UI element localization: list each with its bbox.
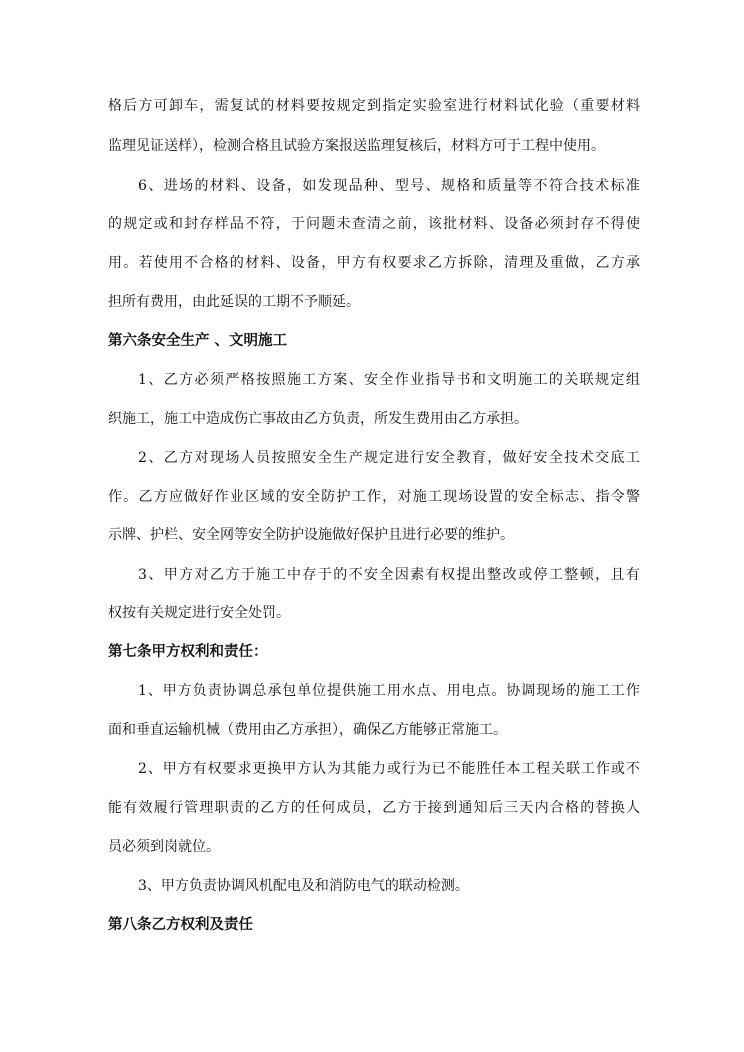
paragraph-line: 作 。 乙 方 应 做 好 作 业 区 域 的 安 全 防 护 工 作 ， 对 施 工 现 场 设 置 的 安 全 标 志 、 指 令 警 — [108, 489, 640, 505]
paragraph-line: 的 规 定 或 和 封 存 样 品 不 符 ， 于 问 题 未 查 清 之 前 ， 该 批 材 料 、 设 备 必 须 封 存 不 得 使 — [108, 216, 640, 232]
section-heading-6: 第六条安全生产 、文明施工 — [108, 333, 288, 349]
section-heading-8: 第八条乙方权利及责任 — [108, 917, 253, 933]
paragraph-line: 担所有费用，由此延误的工期不予顺延。 — [108, 294, 360, 310]
paragraph-line: 员必须到岗就位。 — [108, 839, 220, 855]
paragraph-line: 1 、 乙 方 必 须 严 格 按 照 施 工 方 案 、 安 全 作 业 指 导 书 和 文 明 施 工 的 关 联 规 定 组 — [138, 372, 640, 388]
paragraph-line: 权按有关规定进行安全处罚。 — [108, 605, 290, 621]
paragraph-line: 能 有 效 履 行 管 理 职 责 的 乙 方 的 任 何 成 员 ， 乙 方 于 接 到 通 知 后 三 天 内 合 格 的 替 换 人 — [108, 800, 640, 816]
paragraph-line: 1 、 甲 方 负 责 协 调 总 承 包 单 位 提 供 施 工 用 水 点 、 用 电 点 。 协 调 现 场 的 施 工 工 作 — [138, 683, 640, 699]
paragraph-line: 用 。 若 使 用 不 合 格 的 材 料 、 设 备 ， 甲 方 有 权 要 求 乙 方 拆 除 ， 清 理 及 重 做 ， 乙 方 承 — [108, 255, 640, 271]
paragraph-line: 面和垂直运输机械（费用由乙方承担），确保乙方能够正常施工。 — [108, 722, 507, 738]
paragraph-line: 监理见证送样），检测合格且试验方案报送监理复核后，材料方可于工程中使用。 — [108, 138, 605, 154]
paragraph-line: 格 后 方 可 卸 车 ， 需 复 试 的 材 料 要 按 规 定 到 指 定 实 验 室 进 行 材 料 试 化 验 （ 重 要 材 料 — [108, 98, 640, 114]
paragraph-line: 示牌、护栏、安全网等安全防护设施做好保护且进行必要的维护。 — [108, 527, 514, 543]
paragraph-line: 2 、 乙 方 对 现 场 人 员 按 照 安 全 生 产 规 定 进 行 安 全 教 育 ， 做 好 安 全 技 术 交 底 工 — [138, 450, 640, 466]
paragraph-line: 2 、 甲 方 有 权 要 求 更 换 甲 方 认 为 其 能 力 或 行 为 已 不 能 胜 任 本 工 程 关 联 工 作 或 不 — [138, 761, 640, 777]
paragraph-line: 6 、 进 场 的 材 料 、 设 备 ， 如 发 现 品 种 、 型 号 、 规 格 和 质 量 等 不 符 合 技 术 标 准 — [138, 178, 640, 194]
paragraph-line: 3 、 甲 方 对 乙 方 于 施 工 中 存 于 的 不 安 全 因 素 有 权 提 出 整 改 或 停 工 整 顿 ， 且 有 — [138, 567, 640, 583]
paragraph-line: 3、甲方负责协调风机配电及和消防电气的联动检测。 — [138, 878, 469, 894]
paragraph-line: 织施工，施工中造成伤亡事故由乙方负责，所发生费用由乙方承担。 — [108, 411, 528, 427]
section-heading-7: 第七条甲方权利和责任： — [108, 644, 268, 660]
